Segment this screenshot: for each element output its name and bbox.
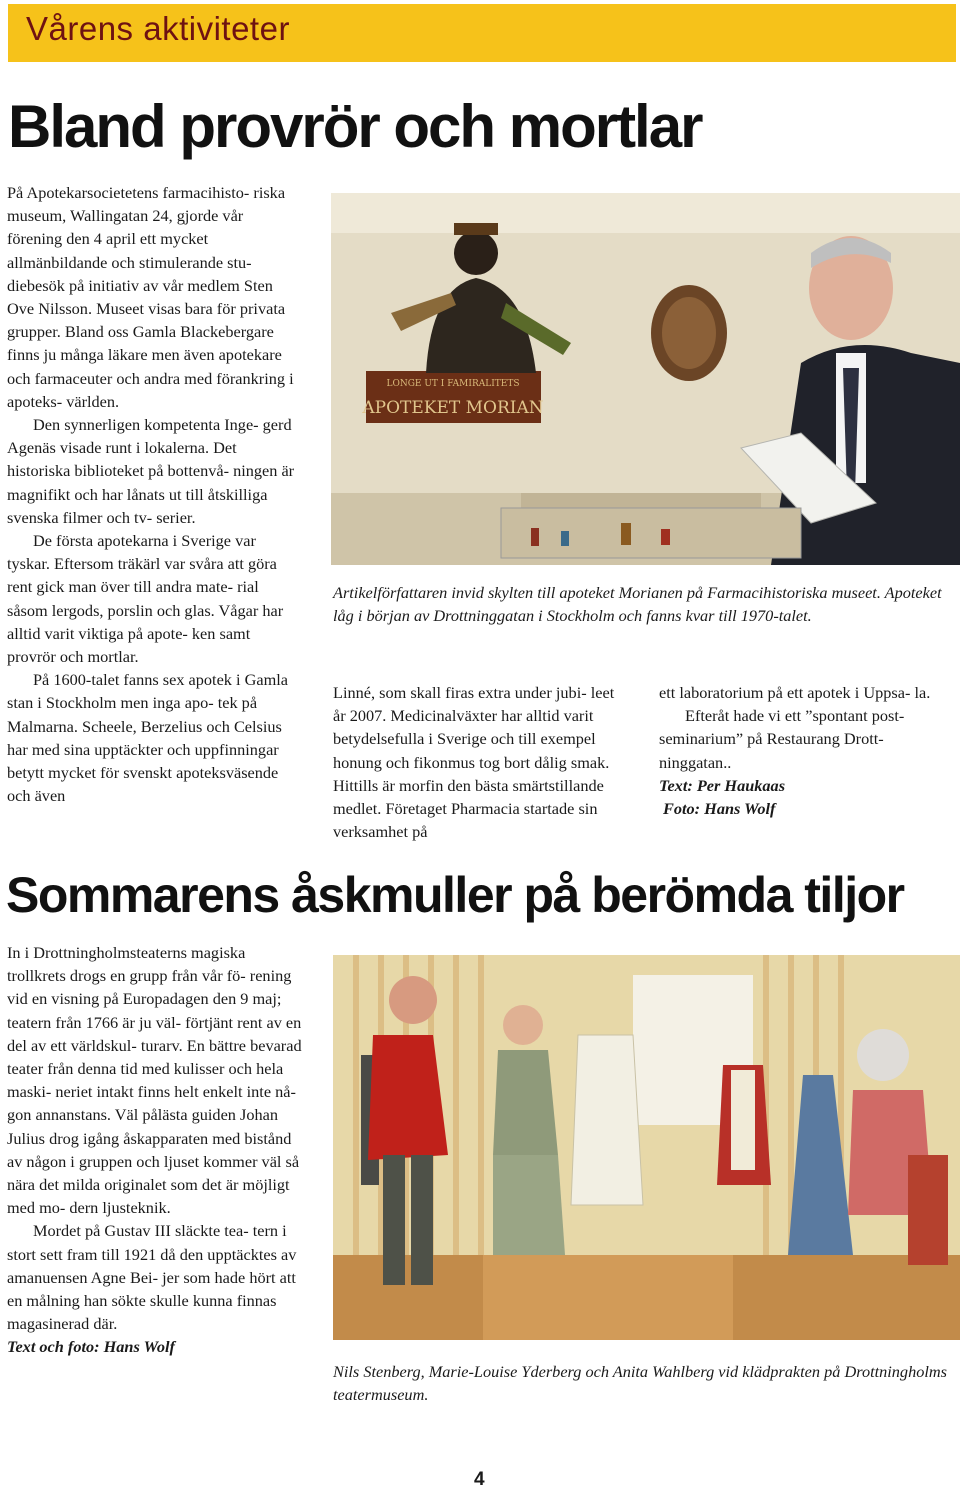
article1-column3: [659, 681, 957, 820]
article2-headline: Sommarens åskmuller på berömda tiljor: [6, 867, 904, 923]
paragraph: Linné, som skall firas extra under jubi- leet år 2007. Medicinalväxter har alltid varit betydelsefulla i Sverige och till exempel honung och fikonmus tog bort dålig smak. Hittills är morfin den bästa smärtstillande medlet. Företaget Pharmacia startade sin verksamhet på: [333, 683, 615, 842]
page-number: 4: [474, 1469, 485, 1490]
article1-headline: Bland provrör och mortlar: [8, 93, 702, 160]
photo-credit: Foto: Hans Wolf: [663, 799, 776, 819]
paragraph: ett laboratorium på ett apotek i Uppsa- la.: [659, 683, 931, 702]
museum-photo: [331, 193, 960, 565]
theatre-museum-photo: [333, 955, 960, 1340]
sign-text: APOTEKET MORIAN: [362, 398, 544, 418]
paragraph: Mordet på Gustav III släckte tea- tern i stort sett fram till 1921 då den upptäcktes av amanuensen Agne Bei- jer som hade hört att en målning han sökte skulle kunna finnas magasinerad där.: [7, 1221, 297, 1334]
sign-top-text: LONGE UT I FAMIRALITETS: [386, 379, 520, 389]
paragraph: Den synnerligen kompetenta Inge- gerd Agenäs visade runt i lokalerna. Det historiska biblioteket på bottenvå- ningen är magnifikt och har lånats ut till åtskilliga svenska filmer och tv- serier.: [7, 415, 295, 527]
photo1-caption: Artikelförfattaren invid skylten till apoteket Morianen på Farmacihistoriska museet. Apoteket låg i början av Drottninggatan i Stockholm och fanns kvar till 1970-talet.: [333, 583, 942, 626]
article2-column: [7, 941, 303, 1359]
paragraph: De första apotekarna i Sverige var tyskar. Eftersom träkärl var svåra att göra rent gick man över till andra mate- rial såsom lergods, porslin och glas. Vågar har alltid varit viktiga på apote- ken samt provrör och mortlar.: [7, 531, 284, 667]
text-credit: Text: Per Haukaas: [659, 775, 786, 795]
paragraph: In i Drottningholmsteaterns magiska trollkrets drogs en grupp från vår fö- rening vid en visning på Europadagen den 9 maj; teatern från 1766 är ju väl- förtjänt rent av en del av ett världskul- turarv. En bättre bevarad teater från denna tid med kulisser och hela maski- neriet intakt finns helt enkelt inte nå- gon annanstans. Väl pålästa guiden Johan Julius drog igång åskapparaten med bistånd av någon i gruppen och ljuset kommer väl så nära det milda originalet som det är möjligt med mo- dern ljusteknik.: [7, 943, 302, 1218]
section-banner: [8, 4, 956, 62]
article1-column2: [333, 681, 625, 843]
photo2-caption: Nils Stenberg, Marie-Louise Yderberg och Anita Wahlberg vid klädprakten på Drottningholms teatermuseum.: [333, 1362, 947, 1405]
article1-column1: [7, 181, 297, 807]
section-title: Vårens aktiviteter: [26, 10, 290, 47]
text-photo-credit: Text och foto: Hans Wolf: [7, 1337, 175, 1357]
paragraph: Efteråt hade vi ett ”spontant post- seminarium” på Restaurang Drott- ninggatan..: [659, 706, 905, 772]
paragraph: På 1600-talet fanns sex apotek i Gamla stan i Stockholm men inga apo- tek på Malmarna. Scheele, Berzelius och Celsius har med sina upptäckter och uppfinningar betytt mycket för svenskt apoteksväsende och även: [7, 670, 288, 806]
paragraph: På Apotekarsocietetens farmacihisto- riska museum, Wallingatan 24, gjorde vår förening den 4 april ett mycket allmänbildande och stimulerande stu- diebesök på initiativ av vår medlem Sten Ove Nilsson. Museet visas bara för privata grupper. Bland oss Gamla Blackebergare finns ju många läkare men även apotekare och farmaceuter och andra med förankring i apoteks- världen.: [7, 183, 294, 411]
